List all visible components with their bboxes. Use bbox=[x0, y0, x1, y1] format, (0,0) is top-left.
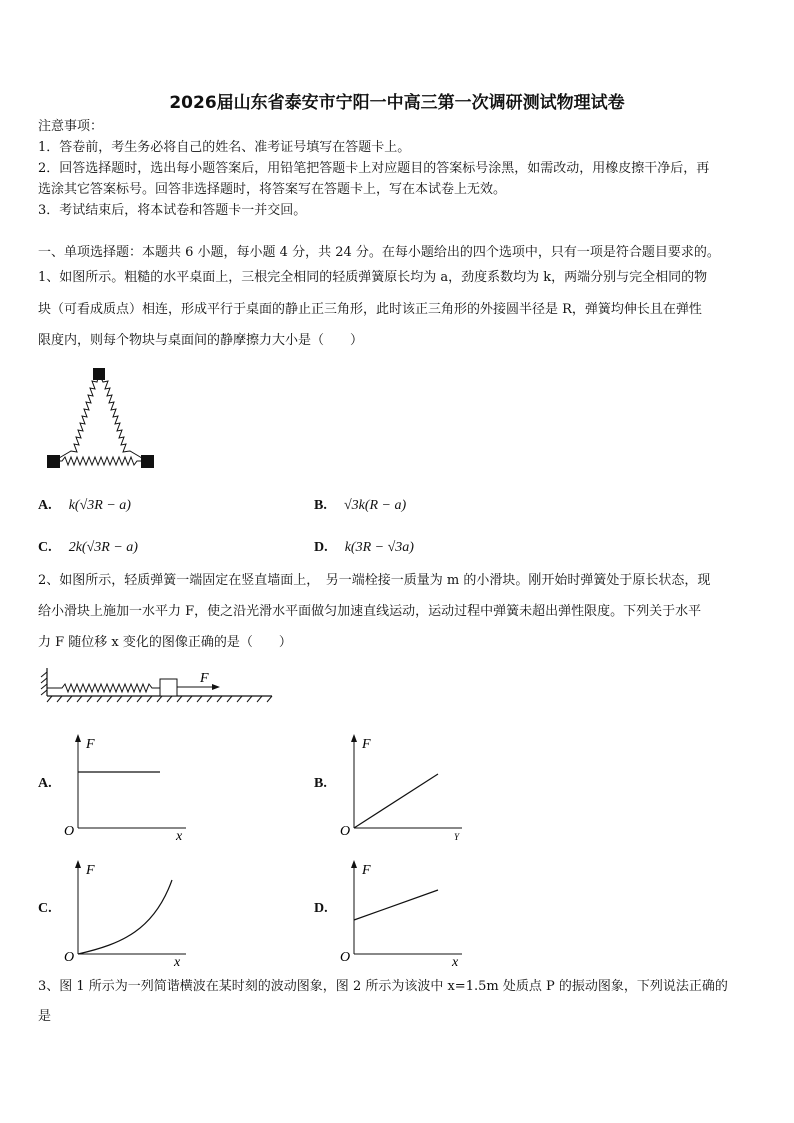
force-arrowhead bbox=[212, 684, 220, 690]
q2-option-a-label[interactable]: A. bbox=[38, 776, 52, 791]
origin-label: O bbox=[64, 824, 75, 839]
graph-line bbox=[354, 774, 438, 828]
q1-triangle-spring-figure bbox=[40, 362, 165, 474]
x-axis-label: Y bbox=[454, 832, 460, 842]
option-expr: √3k(R − a) bbox=[343, 498, 407, 513]
y-axis-label: F bbox=[86, 863, 95, 878]
q2-graph-a bbox=[62, 732, 192, 842]
x-axis-label: x bbox=[452, 955, 459, 970]
q1-line-2: 块（可看成质点）相连，形成平行于桌面的静止正三角形，此时该正三角形的外接圆半径是 R，弹簧均伸长且在弹性 bbox=[38, 302, 702, 317]
q2-graph-b bbox=[338, 732, 468, 842]
option-expr: k(√3R − a) bbox=[68, 498, 131, 513]
wall-hatching bbox=[41, 672, 47, 695]
q1-line-1: 1、如图所示。粗糙的水平桌面上，三根完全相同的轻质弹簧原长均为 a，劲度系数均为 k，两端分别与完全相同的物 bbox=[38, 270, 708, 285]
spring-right bbox=[99, 374, 147, 461]
q1-option-b[interactable] bbox=[314, 494, 406, 514]
y-axis-label: F bbox=[86, 737, 95, 752]
y-axis-label: F bbox=[362, 863, 371, 878]
q2-graph-d bbox=[338, 858, 468, 970]
x-axis-label: x bbox=[176, 829, 183, 842]
notice-item-3: 3．考试结束后，将本试卷和答题卡一并交回。 bbox=[38, 203, 307, 218]
q2-option-d-label[interactable]: D. bbox=[314, 901, 328, 916]
q1-option-a[interactable] bbox=[38, 494, 131, 514]
origin-label: O bbox=[340, 950, 351, 965]
option-expr: k(3R − √3a) bbox=[344, 540, 414, 555]
notice-item-2: 2．回答选择题时，选出每小题答案后，用铅笔把答题卡上对应题目的答案标号涂黑，如需改动，用橡皮擦干净后，再 bbox=[38, 161, 710, 176]
force-label: F bbox=[200, 671, 209, 686]
origin-label: O bbox=[64, 950, 75, 965]
q3-line-1: 3、图 1 所示为一列简谐横波在某时刻的波动图象，图 2 所示为该波中 x=1.5m 处质点 P 的振动图象，下列说法正确的 bbox=[38, 979, 728, 994]
slider-block bbox=[160, 679, 177, 696]
y-axis-arrowhead bbox=[75, 734, 81, 742]
y-axis-arrowhead bbox=[75, 860, 81, 868]
floor-hatching bbox=[47, 696, 272, 702]
notice-item-2-cont: 选涂其它答案标号。回答非选择题时，将答案写在答题卡上，写在本试卷上无效。 bbox=[38, 182, 507, 197]
graph-curve bbox=[78, 880, 172, 954]
option-expr: 2k(√3R − a) bbox=[68, 540, 138, 555]
spring-bottom bbox=[54, 457, 147, 465]
q2-line-2: 给小滑块上施加一水平力 F，使之沿光滑水平面做匀加速直线运动，运动过程中弹簧未超出弹性限度。下列关于水平 bbox=[38, 604, 702, 619]
q2-line-3: 力 F 随位移 x 变化的图像正确的是（ ） bbox=[38, 635, 292, 650]
q1-line-3: 限度内，则每个物块与桌面间的静摩擦力大小是（ ） bbox=[38, 333, 364, 348]
graph-line bbox=[354, 890, 438, 920]
origin-label: O bbox=[340, 824, 351, 839]
q2-line-1: 2、如图所示，轻质弹簧一端固定在竖直墙面上， 另一端栓接一质量为 m 的小滑块。刚开始时弹簧处于原长状态，现 bbox=[38, 573, 711, 588]
q2-spring-block-figure bbox=[40, 664, 276, 706]
block-bottom-right bbox=[141, 455, 154, 468]
spring bbox=[47, 684, 160, 692]
q1-option-d[interactable] bbox=[314, 536, 414, 556]
option-label: D. bbox=[314, 540, 328, 555]
block-bottom-left bbox=[47, 455, 60, 468]
q1-option-c[interactable] bbox=[38, 536, 138, 556]
q3-line-2: 是 bbox=[38, 1009, 52, 1024]
option-label: A. bbox=[38, 498, 52, 513]
y-axis-arrowhead bbox=[351, 860, 357, 868]
y-axis-arrowhead bbox=[351, 734, 357, 742]
q2-option-c-label[interactable]: C. bbox=[38, 901, 52, 916]
block-top bbox=[93, 368, 105, 380]
page-title: 2026届山东省泰安市宁阳一中高三第一次调研测试物理试卷 bbox=[169, 93, 625, 113]
option-label: B. bbox=[314, 498, 327, 513]
q2-option-b-label[interactable]: B. bbox=[314, 776, 327, 791]
x-axis-label: x bbox=[174, 955, 181, 970]
section-heading: 一、单项选择题：本题共 6 小题，每小题 4 分，共 24 分。在每小题给出的四个选项中，只有一项是符合题目要求的。 bbox=[38, 245, 720, 260]
option-label: C. bbox=[38, 540, 52, 555]
q2-graph-c bbox=[62, 858, 192, 970]
y-axis-label: F bbox=[362, 737, 371, 752]
notice-item-1: 1．答卷前，考生务必将自己的姓名、准考证号填写在答题卡上。 bbox=[38, 140, 411, 155]
spring-left bbox=[54, 374, 99, 461]
notice-heading: 注意事项： bbox=[38, 119, 104, 134]
